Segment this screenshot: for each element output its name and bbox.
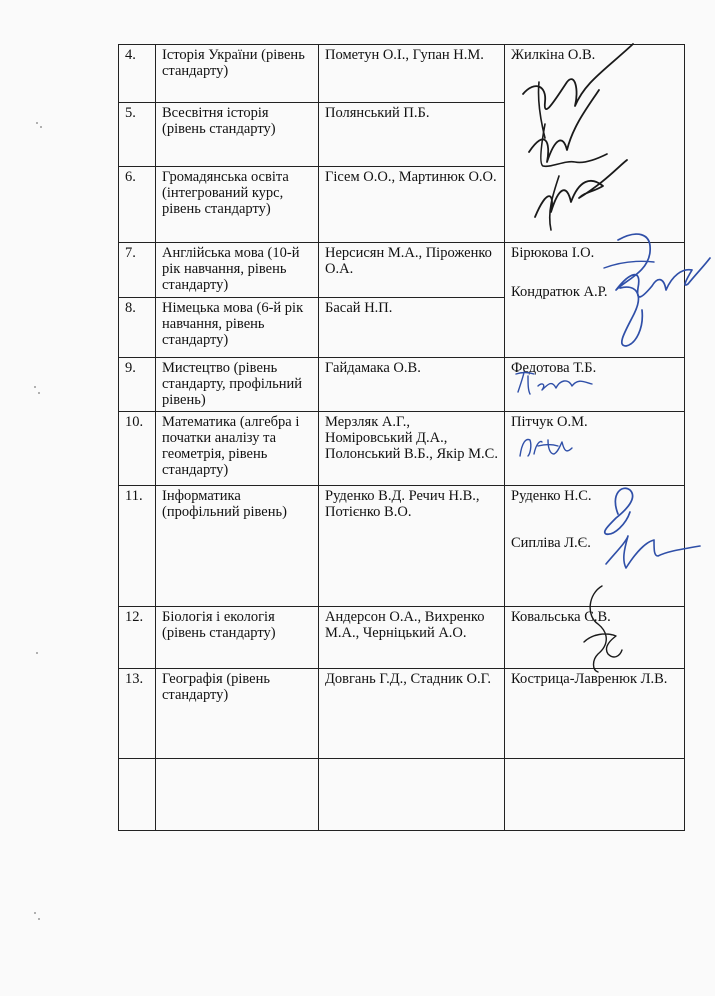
empty-cell	[156, 759, 319, 831]
scan-speck	[34, 912, 36, 914]
scan-speck	[40, 126, 42, 128]
subject-cell: Мистецтво (рівень стандарту, профільний рівень)	[156, 358, 319, 412]
table-row	[119, 358, 685, 412]
scan-speck	[36, 652, 38, 654]
subject-cell: Всесвітня історія (рівень стандарту)	[156, 103, 319, 167]
authors-cell: Руденко В.Д. Речич Н.В., Потієнко В.О.	[319, 486, 505, 607]
subject-cell: Інформатика (профільний рівень)	[156, 486, 319, 607]
subject-cell: Математика (алгебра і початки аналізу та геометрія, рівень стандарту)	[156, 412, 319, 486]
table-row	[119, 486, 685, 607]
reviewer-name: Сипліва Л.Є.	[511, 535, 591, 551]
authors-cell: Довгань Г.Д., Стадник О.Г.	[319, 669, 505, 759]
reviewer-cell: Ковальська С.В.	[505, 607, 685, 669]
row-number: 5.	[119, 103, 156, 167]
reviewer-name: Руденко Н.С.	[511, 488, 592, 504]
empty-cell	[119, 759, 156, 831]
reviewer-cell	[505, 486, 685, 607]
authors-cell: Мерзляк А.Г., Номіровський Д.А., Полонський В.Б., Якір М.С.	[319, 412, 505, 486]
reviewer-name: Жилкіна О.В.	[511, 47, 596, 63]
reviewer-cell: Пітчук О.М.	[505, 412, 685, 486]
table-row	[119, 669, 685, 759]
subject-cell: Географія (рівень стандарту)	[156, 669, 319, 759]
subject-cell: Англійська мова (10-й рік навчання, рівень стандарту)	[156, 243, 319, 298]
table-row	[119, 759, 685, 831]
row-number: 13.	[119, 669, 156, 759]
reviewer-cell: Федотова Т.Б.	[505, 358, 685, 412]
table-row	[119, 607, 685, 669]
subject-cell: Німецька мова (6-й рік навчання, рівень стандарту)	[156, 298, 319, 358]
scan-speck	[38, 918, 40, 920]
row-number: 12.	[119, 607, 156, 669]
authors-cell: Гісем О.О., Мартинюк О.О.	[319, 167, 505, 243]
table-row	[119, 243, 685, 298]
subject-cell: Біологія і екологія (рівень стандарту)	[156, 607, 319, 669]
authors-cell: Нерсисян М.А., Піроженко О.А.	[319, 243, 505, 298]
reviewer-cell: Кострица-Лавренюк Л.В.	[505, 669, 685, 759]
textbook-review-table	[118, 44, 685, 831]
scan-speck	[36, 122, 38, 124]
empty-cell	[505, 759, 685, 831]
scan-speck	[38, 392, 40, 394]
subject-cell: Історія України (рівень стандарту)	[156, 45, 319, 103]
row-number: 4.	[119, 45, 156, 103]
authors-cell: Пометун О.І., Гупан Н.М.	[319, 45, 505, 103]
table-row	[119, 412, 685, 486]
authors-cell: Гайдамака О.В.	[319, 358, 505, 412]
row-number: 9.	[119, 358, 156, 412]
empty-cell	[319, 759, 505, 831]
scan-speck	[34, 386, 36, 388]
reviewer-name: Бірюкова І.О.	[511, 245, 595, 261]
row-number: 11.	[119, 486, 156, 607]
authors-cell: Полянський П.Б.	[319, 103, 505, 167]
row-number: 6.	[119, 167, 156, 243]
table-row	[119, 45, 685, 103]
reviewer-cell	[505, 243, 685, 358]
authors-cell: Андерсон О.А., Вихренко М.А., Черніцький А.О.	[319, 607, 505, 669]
row-number: 10.	[119, 412, 156, 486]
reviewer-cell	[505, 45, 685, 243]
row-number: 7.	[119, 243, 156, 298]
reviewer-name: Кондратюк А.Р.	[511, 284, 608, 300]
authors-cell: Басай Н.П.	[319, 298, 505, 358]
subject-cell: Громадянська освіта (інтегрований курс, рівень стандарту)	[156, 167, 319, 243]
row-number: 8.	[119, 298, 156, 358]
